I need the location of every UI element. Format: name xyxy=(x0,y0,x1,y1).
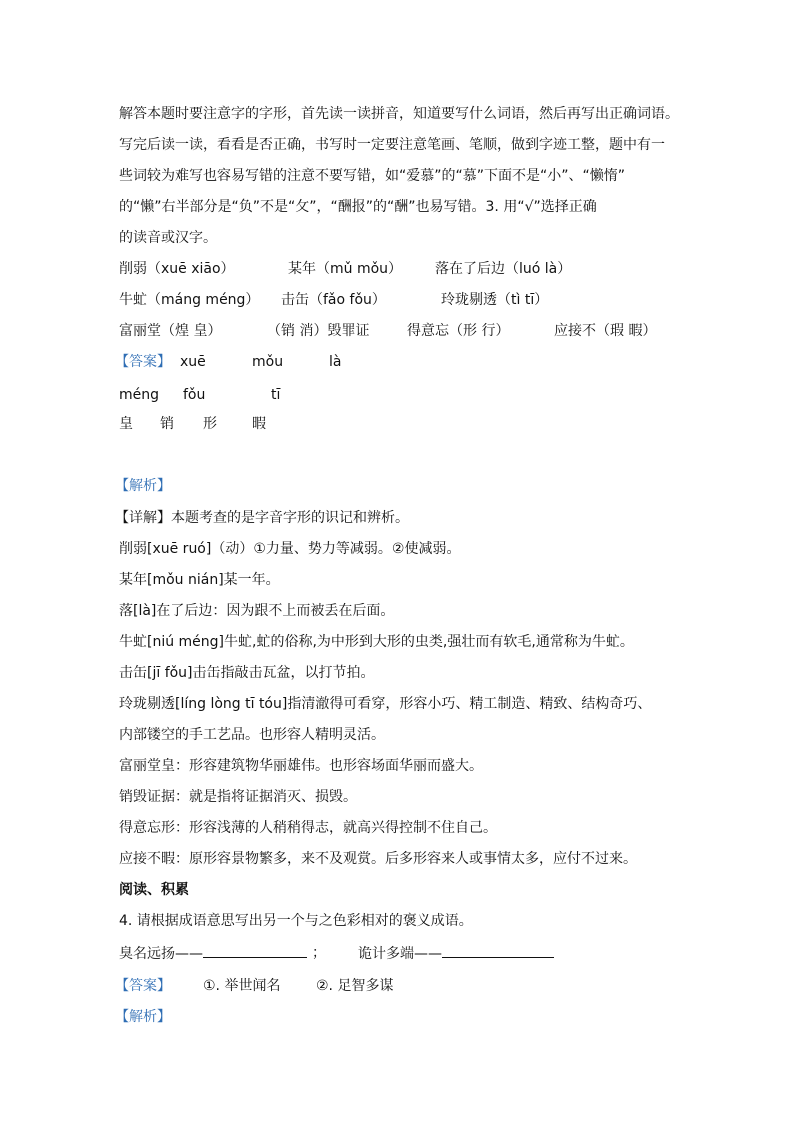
detail-line: 富丽堂皇：形容建筑物华丽雄伟。也形容场面华丽而盛大。 xyxy=(119,758,483,774)
q4-separator: ； xyxy=(312,945,326,961)
answer-value: 暇 xyxy=(252,416,266,432)
answer-value: mǒu xyxy=(252,354,284,370)
answer-value: là xyxy=(329,354,342,370)
detail-line: 内部镂空的手工艺品。也形容人精明灵活。 xyxy=(119,727,385,743)
answer-value: méng xyxy=(119,387,160,403)
q4-answer: ①. 举世闻名 xyxy=(203,978,281,994)
intro-line-2: 写完后读一读，看看是否正确，书写时一定要注意笔画、笔顺，做到字迹工整，题中有一 xyxy=(119,137,665,153)
detail-line: 应接不暇：原形容景物繁多，来不及观赏。后多形容来人或事情太多，应付不过来。 xyxy=(119,851,637,867)
q4-question: 4. 请根据成语意思写出另一个与之色彩相对的褒义成语。 xyxy=(119,913,473,929)
detail-line: 某年[mǒu nián]某一年。 xyxy=(119,572,280,588)
answer-value: 皇 xyxy=(119,416,133,432)
analysis-label: 【解析】 xyxy=(115,1009,171,1025)
q3-option: 得意忘（形 行） xyxy=(407,323,510,339)
detail-line: 销毁证据：就是指将证据消灭、损毁。 xyxy=(119,789,357,805)
q3-option: 应接不（瑕 暇） xyxy=(554,323,657,339)
q3-option: 落在了后边（luó là） xyxy=(435,261,572,277)
answer-blank[interactable] xyxy=(442,943,554,958)
q3-option: 某年（mǔ mǒu） xyxy=(288,261,403,277)
detail-line: 得意忘形：形容浅薄的人稍稍得志，就高兴得控制不住自己。 xyxy=(119,820,497,836)
answer-value: 形 xyxy=(203,416,217,432)
q4-item xyxy=(358,943,554,964)
intro-line-4: 的“懒”右半部分是“负”不是“攵”，“酬报”的“酬”也易写错。3. 用“√”选择正确 xyxy=(119,199,597,215)
q4-item xyxy=(119,943,307,964)
q4-item-text: 诡计多端—— xyxy=(358,946,442,962)
q3-option: （销 消）毁罪证 xyxy=(267,323,370,339)
answer-value: tī xyxy=(271,387,281,403)
detail-line: 【详解】本题考查的是字音字形的识记和辨析。 xyxy=(115,510,409,526)
intro-line-1: 解答本题时要注意字的字形，首先读一读拼音，知道要写什么词语，然后再写出正确词语。 xyxy=(119,106,679,122)
q3-option: 击缶（fǎo fǒu） xyxy=(281,292,386,308)
q4-item-text: 臭名远扬—— xyxy=(119,946,203,962)
detail-line: 击缶[jī fǒu]击缶指敲击瓦盆，以打节拍。 xyxy=(119,665,375,681)
q3-option: 牛虻（máng méng） xyxy=(119,292,260,308)
detail-line: 牛虻[niú méng]牛虻,虻的俗称,为中形到大形的虫类,强壮而有软毛,通常称为牛虻。 xyxy=(119,634,634,650)
answer-label: 【答案】 xyxy=(115,978,171,994)
q3-option: 削弱（xuē xiāo） xyxy=(119,261,235,277)
detail-line: 落[là]在了后边：因为跟不上而被丢在后面。 xyxy=(119,603,395,619)
section-title: 阅读、积累 xyxy=(119,882,189,898)
answer-value: 销 xyxy=(160,416,174,432)
q4-answer: ②. 足智多谋 xyxy=(316,978,394,994)
answer-value: fǒu xyxy=(183,387,206,403)
answer-blank[interactable] xyxy=(203,943,307,958)
detail-line: 玲珑剔透[líng lòng tī tóu]指清澈得可看穿，形容小巧、精工制造、精致、结构奇巧、 xyxy=(119,696,652,712)
detail-line: 削弱[xuē ruó]（动）①力量、势力等减弱。②使减弱。 xyxy=(119,541,461,557)
intro-line-5: 的读音或汉字。 xyxy=(119,230,217,246)
answer-label: 【答案】 xyxy=(115,354,171,370)
q3-option: 富丽堂（煌 皇） xyxy=(119,323,222,339)
intro-line-3: 些词较为难写也容易写错的注意不要写错，如“爱慕”的“慕”下面不是“小”、“懒惰” xyxy=(119,168,626,184)
q3-option: 玲珑剔透（tì tī） xyxy=(441,292,549,308)
answer-value: xuē xyxy=(180,354,206,370)
analysis-label: 【解析】 xyxy=(115,478,171,494)
